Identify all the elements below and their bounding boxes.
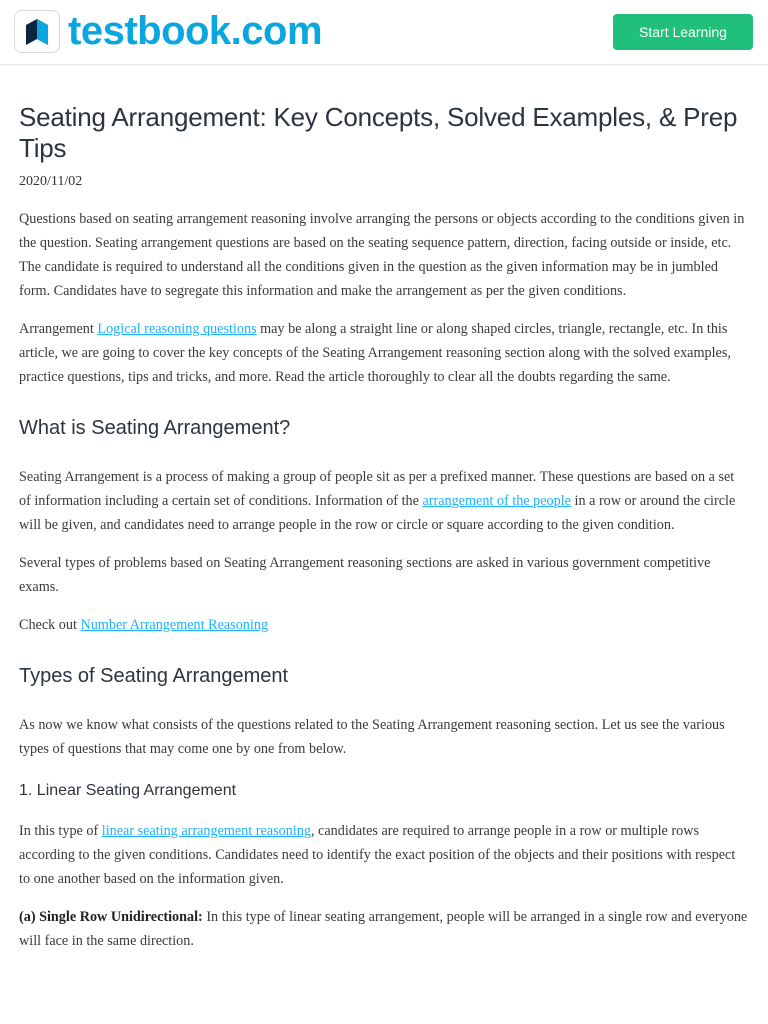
linear-paragraph-2 [19,905,749,953]
what-is-paragraph-1 [19,465,749,537]
site-header [0,0,768,65]
intro-paragraph-2 [19,317,749,389]
intro-paragraph-1: Questions based on seating arrangement reasoning involve arranging the persons or objects according to the conditions given in the question. Seating arrangement questions are based on the seating sequence pattern, direction, facing outside or inside, etc. The candidate is required to understand all the conditions given in the question as the given information may be in jumbled form. Candidates have to segregate this information and make the arrangement as per the given conditions. [19,211,745,299]
logical-reasoning-link[interactable]: Logical reasoning questions [97,321,257,337]
check-out-text: Check out [19,617,81,633]
linear-p1-text-end: , candidates are required to arrange people in a row or multiple rows according to the given conditions. Candidates need to identify the exact position of the objects and their positions with respect to one another based on the information given. [19,823,736,887]
what-is-p1-text-start: Seating Arrangement is a process of making a group of people sit as per a prefixed manner. These questions are based on a set of information including a certain set of conditions. Information of the [19,469,735,509]
what-is-p1-text-end: in a row or around the circle will be given, and candidates need to arrange people in the row or circle or square according to the given condition. [19,493,736,533]
intro-p2-text-start: Arrangement [19,321,98,337]
linear-seating-link[interactable]: linear seating arrangement reasoning [101,823,311,839]
testbook-logo-icon [14,10,60,53]
types-paragraph-1: As now we know what consists of the questions related to the Seating Arrangement reasoning section. Let us see the various types of questions that may come one by one from below. [19,717,725,757]
linear-p1-text-start: In this type of [19,823,102,839]
number-arrangement-link[interactable]: Number Arrangement Reasoning [80,617,269,633]
page-title: Seating Arrangement: Key Concepts, Solved Examples, & Prep Tips [19,102,738,163]
brand-name: testbook.com [68,9,323,53]
single-row-text: In this type of linear seating arrangement, people will be arranged in a single row and everyone will face in the same direction. [19,909,748,949]
start-learning-button[interactable]: Start Learning [613,14,753,50]
what-is-paragraph-2: Several types of problems based on Seating Arrangement reasoning sections are asked in various government competitive exams. [19,555,711,595]
check-out-paragraph [19,613,749,637]
brand-logo-link[interactable] [14,10,322,53]
arrangement-of-people-link[interactable]: arrangement of the people [422,493,571,509]
intro-p2-text-end: may be along a straight line or along shaped circles, triangle, rectangle, etc. In this article, we are going to cover the key concepts of the Seating Arrangement reasoning section along with the solved examples, practice questions, tips and tricks, and more. Read the article thoroughly to clear all the doubts regarding the same. [19,321,731,385]
subheading-linear: 1. Linear Seating Arrangement [19,782,237,799]
article [0,102,768,953]
publish-date: 2020/11/02 [19,174,83,189]
section-heading-what-is: What is Seating Arrangement? [19,417,291,439]
linear-paragraph-1 [19,819,749,891]
section-heading-types: Types of Seating Arrangement [19,665,289,687]
single-row-label: (a) Single Row Unidirectional: [19,909,203,925]
